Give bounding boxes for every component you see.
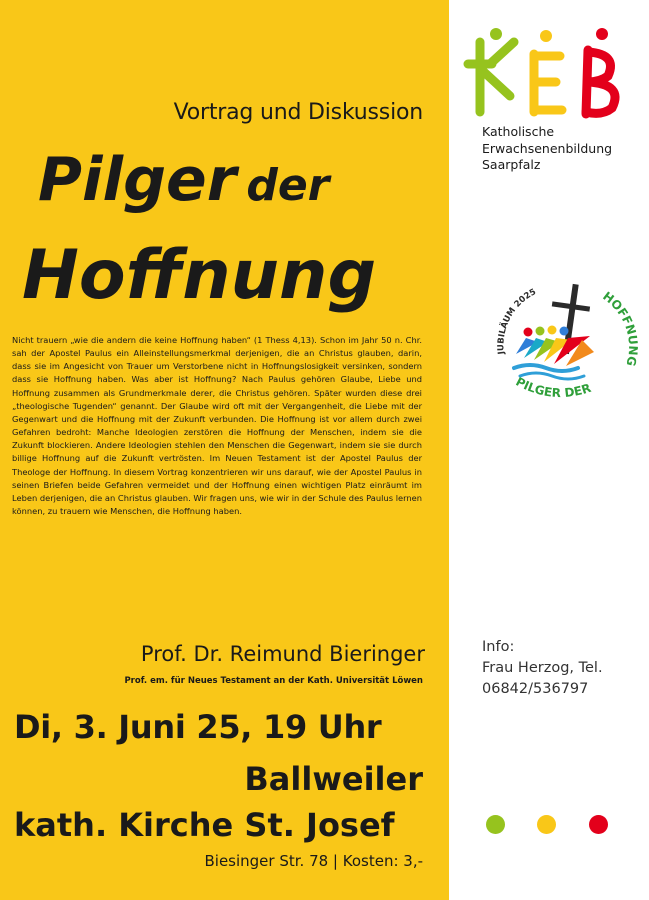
event-date: Di, 3. Juni 25, 19 Uhr <box>14 708 382 746</box>
yellow-dot <box>537 815 556 834</box>
jubilee-top-text: JUBILÄUM 2025 <box>496 287 538 355</box>
svg-text:HOFFNUNG <box>600 289 640 367</box>
title-word-der: der <box>246 160 330 211</box>
info-phone: 06842/536797 <box>482 681 589 697</box>
jubilee-bottom-text: PILGER DER <box>513 374 593 401</box>
title-line-1 <box>38 145 329 215</box>
info-label: Info: <box>482 639 515 655</box>
info-contact: Frau Herzog, Tel. <box>482 660 603 676</box>
event-type: Vortrag und Diskussion <box>173 100 423 125</box>
speaker-name: Prof. Dr. Reimund Bieringer <box>140 642 425 666</box>
title-word-pilger: Pilger <box>38 145 237 215</box>
event-venue: kath. Kirche St. Josef <box>14 806 395 844</box>
keb-logo <box>462 24 632 124</box>
speaker-role: Prof. em. für Neues Testament an der Kath. Universität Löwen <box>124 676 423 686</box>
description-text: Nicht trauern „wie die andern die keine Hoffnung haben“ (1 Thess 4,13). Schon im Jahr 50 n. Chr. sah der Apostel Paulus ein Alleinstellungsmerkmal derjenigen, die an Christus glauben, darin, dass sie im Angesicht von Trauer um Verstorbene nicht in Hoffnungslosigkeit versinken, sondern dass sie Hoffnung haben. Was aber ist Hoffnung? Nach Paulus gehören Glaube, Liebe und Hoffnung zusammen als Grundmerkmale derer, die Christus gehören. Später wurden diese drei „theologische Tugenden“ genannt. Der Glaube wird oft mit der Vergangenheit, die Liebe mit der Gegenwart und die Hoffnung mit der Zukunft verbunden. Die Hoffnung ist vor allem durch zwei Gefahren bedroht: Manche Ideologien zerstören die Hoffnung der Menschen, indem sie die Zukunft blockieren. Andere Ideologien stehlen den Menschen die Gegenwart, indem sie sie durch billige Hoffnung auf die Zukunft vertrösten. Im Neuen Testament ist der Apostel Paulus der Theologe der Hoffnung. In diesem Vortrag konzentrieren wir uns darauf, wie der Apostel Paulus in seinen Briefen beide Gefahren vermeidet und der Hoffnung einen wichtigen Platz einräumt im Leben derjenigen, die an Christus glauben. Wir fragen uns, wie wir in der Schule des Paulus lernen können, zu trauern wie Menschen, die Hoffnung haben. <box>12 335 422 517</box>
red-dot <box>589 815 608 834</box>
organizer-name <box>482 124 612 174</box>
organizer-name-line-1: Katholische <box>482 124 555 139</box>
organizer-name-line-2: Erwachsenenbildung <box>482 140 613 156</box>
event-place: Ballweiler <box>244 760 423 798</box>
title-line-2: Hoffnung <box>22 236 377 315</box>
jubilee-2025-logo <box>490 268 640 428</box>
info-block <box>482 637 603 700</box>
jubilee-right-text: HOFFNUNG <box>600 288 640 368</box>
green-dot <box>486 815 505 834</box>
organizer-name-line-3: Saarpfalz <box>482 157 541 172</box>
event-address: Biesinger Str. 78 | Kosten: 3,- <box>204 852 423 870</box>
